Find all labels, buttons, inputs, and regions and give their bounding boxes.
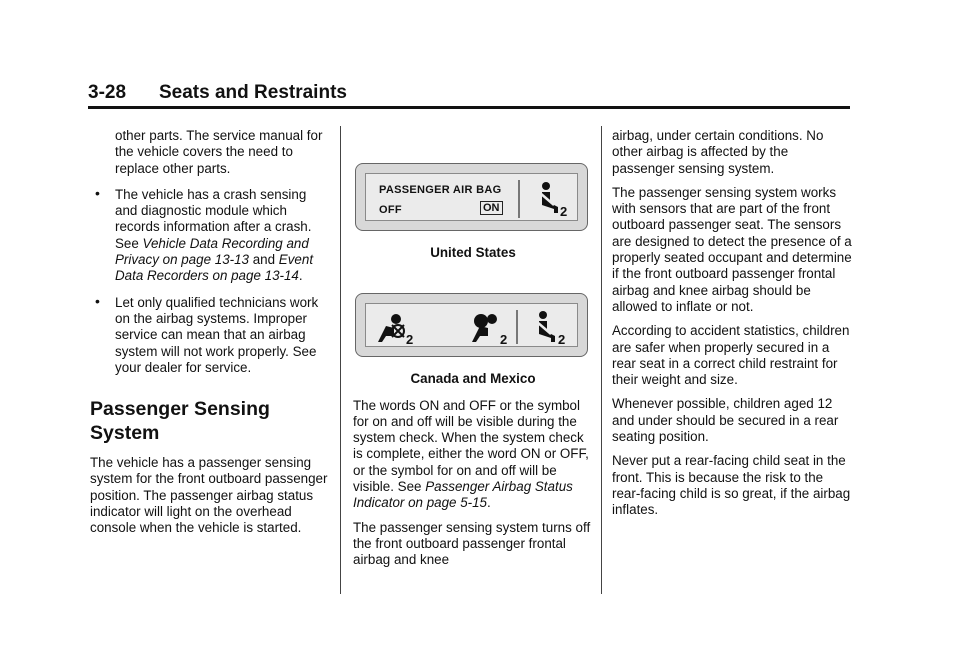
body-paragraph-5: Never put a rear-facing child seat in the front. This is because the risk to the rear-facing child is so great, if the airbag inflates. bbox=[612, 453, 851, 518]
body-paragraph-sensing-turns-off: The passenger sensing system turns off the front outboard passenger frontal airbag and knee bbox=[353, 519, 591, 568]
column-2 bbox=[353, 143, 593, 577]
section-heading: Passenger Sensing System bbox=[90, 398, 270, 445]
link-vehicle-data-recording[interactable]: Vehicle Data Recording and Privacy on page 13-13 bbox=[115, 235, 309, 268]
column-divider-2 bbox=[601, 126, 602, 594]
page-header bbox=[88, 82, 850, 109]
panel-on-label: ON bbox=[480, 201, 503, 215]
paragraph-text-end: . bbox=[487, 495, 491, 511]
seatbelt-icon bbox=[536, 181, 562, 215]
bullet-item-crash-module bbox=[90, 184, 330, 285]
bullet-text: The vehicle has a crash sensing and diagnostic module which records information after a crash. See bbox=[115, 186, 312, 251]
panel-seat-number: 2 bbox=[560, 204, 568, 219]
body-paragraph-system-check bbox=[353, 398, 593, 512]
bullet-text-and: and bbox=[249, 252, 279, 268]
airbag-status-panel-canada-mexico bbox=[355, 293, 588, 357]
column-3 bbox=[612, 128, 854, 527]
bullet-icon: • bbox=[95, 292, 100, 309]
panel-off-label: OFF bbox=[379, 204, 402, 216]
panel-face bbox=[365, 303, 578, 347]
section-title: Seats and Restraints bbox=[159, 82, 347, 103]
bullet-item-technicians bbox=[90, 292, 330, 376]
panel-seat-number-1: 2 bbox=[406, 332, 414, 348]
bullet-text: Let only qualified technicians work on the airbag systems. Improper service can mean that an airbag system will not work properly. See your dealer for service. bbox=[115, 294, 319, 375]
panel-face bbox=[365, 173, 578, 221]
column-1 bbox=[90, 128, 330, 545]
paragraph-text: The words ON and OFF or the symbol for on and off will be visible during the system check. When the system check is complete, either the word ON or OFF, or the symbol for on and off will be visible. See bbox=[353, 397, 589, 495]
caption-united-states: United States bbox=[430, 245, 516, 260]
intro-paragraph: other parts. The service manual for the vehicle covers the need to replace other parts. bbox=[115, 128, 323, 176]
link-event-data-recorders[interactable]: Event Data Recorders on page 13-14 bbox=[115, 252, 314, 284]
column-divider-1 bbox=[340, 126, 341, 594]
body-paragraph: The vehicle has a passenger sensing system for the front outboard passenger position. The passenger airbag status indicator will light on the overhead console when the vehicle is started. bbox=[90, 455, 328, 536]
bullet-icon: • bbox=[95, 184, 100, 201]
link-airbag-status-indicator[interactable]: Passenger Airbag Status Indicator on page 5-15 bbox=[353, 479, 573, 511]
panel-divider bbox=[518, 180, 520, 218]
seatbelt-icon bbox=[533, 310, 559, 344]
page-number: 3-28 bbox=[88, 82, 127, 103]
airbag-on-icon bbox=[470, 312, 500, 344]
panel-seat-number-2: 2 bbox=[500, 332, 508, 348]
body-paragraph-4: Whenever possible, children aged 12 and under should be secured in a rear seating position. bbox=[612, 396, 839, 445]
body-paragraph-3: According to accident statistics, children are safer when properly secured in a rear seat in a correct child restraint for their weight and size. bbox=[612, 323, 850, 388]
body-paragraph-1: airbag, under certain conditions. No other airbag is affected by the passenger sensing system. bbox=[612, 128, 824, 176]
panel-seat-number-3: 2 bbox=[558, 332, 566, 348]
caption-canada-mexico: Canada and Mexico bbox=[410, 371, 536, 387]
panel-divider bbox=[516, 310, 518, 344]
panel-label: PASSENGER AIR BAG bbox=[379, 184, 502, 196]
body-paragraph-2: The passenger sensing system works with sensors that are part of the front outboard passenger seat. The sensors are designed to detect the presence of a properly seated occupant and determine if the front outboard passenger frontal airbag and knee airbag should be allowed to inflate or not. bbox=[612, 184, 852, 314]
bullet-text-end: . bbox=[298, 268, 303, 284]
airbag-status-panel-us bbox=[355, 163, 588, 231]
airbag-off-icon bbox=[376, 312, 406, 344]
